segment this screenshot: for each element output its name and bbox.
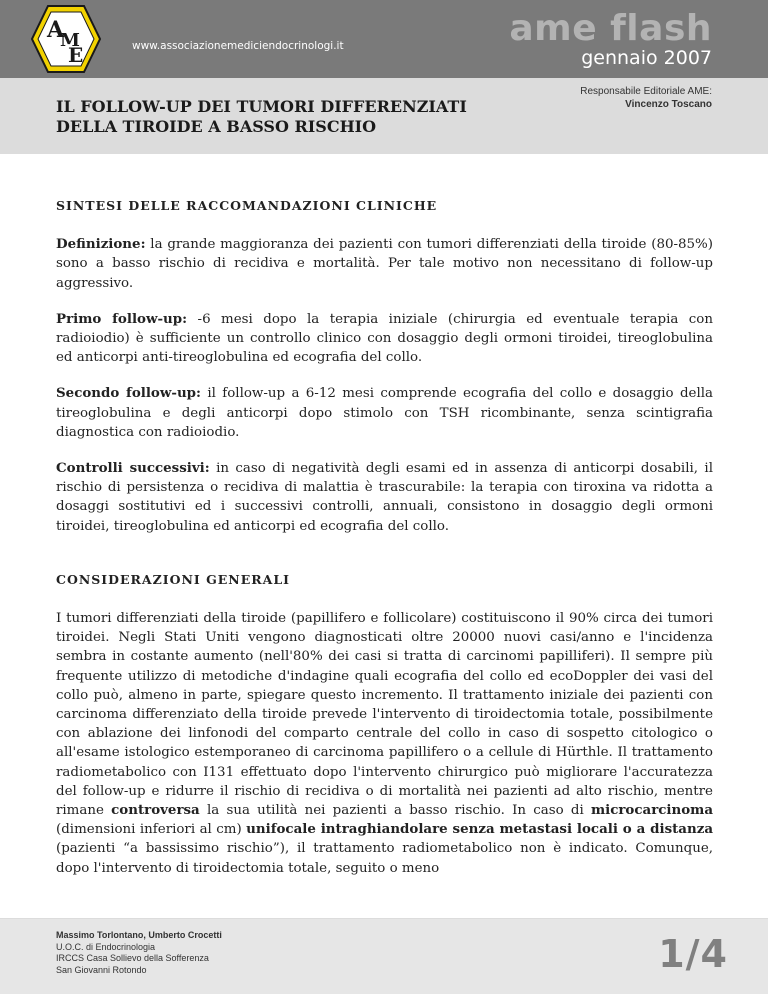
paragraph-definizione [56, 235, 713, 293]
paragraph-considerazioni [56, 609, 713, 878]
paragraph-secondo-follow-up [56, 384, 713, 442]
emphasis-controversa: controversa [111, 802, 200, 819]
affiliation-line-2: IRCCS Casa Sollievo della Sofferenza [56, 953, 209, 963]
title-line-2: DELLA TIROIDE A BASSO RISCHIO [56, 117, 377, 136]
article-title [56, 97, 536, 137]
brand-title: ame flash [509, 8, 712, 49]
text-considerazioni-3: (dimensioni inferiori al cm) [56, 822, 247, 838]
author-block [56, 930, 222, 976]
text-definizione: la grande maggioranza dei pazienti con tumori differenziati della tiroide (80-85%) sono a basso rischio di recidiva e mortalità. Per tale motivo non necessitano di follow-up aggressivo. [56, 237, 713, 291]
editor-label: Responsabile Editoriale AME: [580, 86, 712, 97]
logo-letter-m: M [60, 30, 80, 51]
text-considerazioni-2: la sua utilità nei pazienti a basso rischio. In caso di [199, 803, 591, 819]
emphasis-microcarcinoma: microcarcinoma [590, 802, 714, 819]
issue-date: gennaio 2007 [581, 47, 712, 69]
page-number: 1/4 [658, 932, 728, 976]
text-secondo-follow-up: il follow-up a 6-12 mesi comprende ecografia del collo e dosaggio della tireoglobulina e degli anticorpi dopo stimolo con TSH ricombinante, senza scintigrafia diagnostica con radioiodio. [56, 386, 714, 440]
editor-name: Vincenzo Toscano [625, 99, 712, 110]
website-url[interactable]: www.associazionemediciendocrinologi.it [132, 40, 344, 52]
emphasis-unifocale: unifocale intraghiandolare senza metastasi locali o a distanza [246, 821, 713, 838]
text-controlli-successivi: in caso di negatività degli esami ed in assenza di anticorpi dosabili, il rischio di persistenza o recidiva di malattia è trascurabile: la terapia con tiroxina va ridotta a dosaggi sostitutivi ed i successivi controlli, annuali, consistono in dosaggio degli ormoni tiroidei, tireoglobulina ed anticorpi ed ecografia del collo. [56, 461, 713, 534]
text-primo-follow-up: -6 mesi dopo la terapia iniziale (chirurgia ed eventuale terapia con radioiodio) è sufficiente un controllo clinico con dosaggio degli ormoni tiroidei, tireoglobulina ed anticorpi anti-tireoglobulina ed ecografia del collo. [56, 311, 713, 366]
label-primo-follow-up: Primo follow-up: [56, 310, 188, 327]
text-considerazioni-4: (pazienti “a bassissimo rischio”), il trattamento radiometabolico non è indicato. Comunque, dopo l'intervento di tiroidectomia totale, seguito o meno [56, 841, 713, 876]
label-definizione: Definizione: [56, 236, 146, 253]
text-considerazioni-1: I tumori differenziati della tiroide (papillifero e follicolare) costituiscono il 90% circa dei tumori tiroidei. Negli Stati Uniti vengono diagnosticati oltre 20000 nuovi casi/anno e l'incidenza sembra in costante aumento (nell'80% dei casi si tratta di carcinomi papilliferi). Il sempre più frequente utilizzo di metodiche d'indagine quali ecografia del collo ed ecoDoppler dei vasi del collo può, almeno in parte, spiegare questo incremento. Il trattamento iniziale dei pazienti con carcinoma differenziato della tiroide prevede l'intervento di tiroidectomia totale, possibilmente con ablazione dei linfonodi del comparto centrale del collo in caso di sospetto citologico o all'esame istologico estemporaneo di carcinoma papillifero o a cellule di Hürthle. Il trattamento radiometabolico con I131 effettuato dopo l'intervento chirurgico può migliorare l'accuratezza del follow-up e ridurre il rischio di recidiva o di mortalità nei pazienti ad alto rischio, mentre rimane [56, 611, 713, 819]
label-secondo-follow-up: Secondo follow-up: [56, 385, 201, 402]
logo-letter-a: A [47, 17, 65, 43]
editor-credit [580, 85, 712, 111]
ame-logo [30, 4, 102, 74]
section-heading-considerazioni: CONSIDERAZIONI GENERALI [56, 571, 290, 587]
title-line-1: IL FOLLOW-UP DEI TUMORI DIFFERENZIATI [56, 97, 467, 116]
article-body [56, 196, 713, 878]
section-heading-sintesi: SINTESI DELLE RACCOMANDAZIONI CLINICHE [56, 198, 438, 213]
affiliation-line-3: San Giovanni Rotondo [56, 964, 147, 975]
paragraph-controlli-successivi [56, 459, 713, 536]
logo-letter-e: E [68, 43, 84, 67]
header-bar [0, 0, 768, 78]
label-controlli-successivi: Controlli successivi: [56, 460, 210, 477]
author-names: Massimo Torlontano, Umberto Crocetti [56, 930, 222, 940]
paragraph-primo-follow-up [56, 310, 713, 368]
affiliation-line-1: U.O.C. di Endocrinologia [56, 941, 156, 952]
